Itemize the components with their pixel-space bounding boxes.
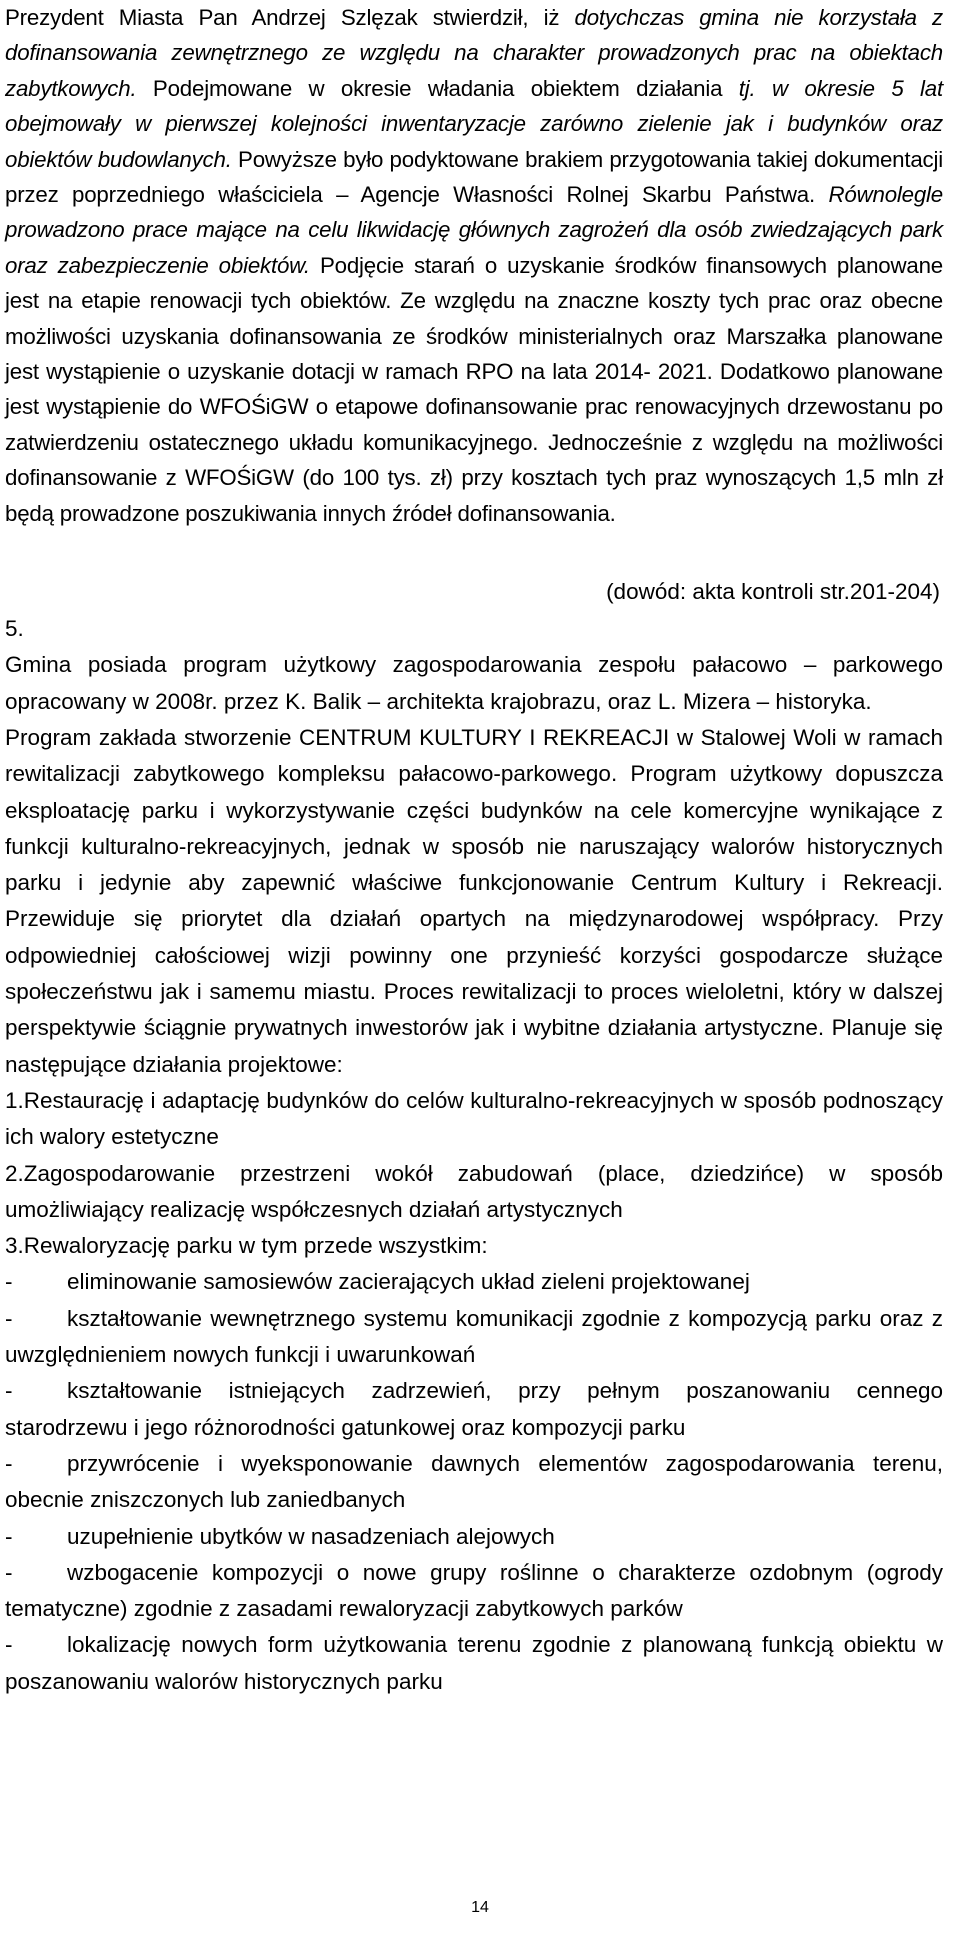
intro-sentence-6: Równolegle prowadzono prace mające na celu likwidację głównych zagrożeń dla osób zwiedzających park oraz zabezpieczenie obiektów. (5, 182, 943, 278)
sub-action-item (5, 1301, 943, 1374)
sub-action-text: wzbogacenie kompozycji o nowe grupy roślinne o charakterze ozdobnym (ogrody tematyczne) zgodnie z zasadami rewaloryzacji zabytkowych parków (5, 1559, 943, 1622)
sub-action-text: lokalizację nowych form użytkowania terenu zgodnie z planowaną funkcją obiektu w poszanowaniu walorów historycznych parku (5, 1632, 943, 1694)
intro-sentence-8: Ze względu na znaczne koszty tych prac oraz obecne możliwości uzyskania dofinansowania ze środków ministerialnych oraz Marszałka planowane jest wystąpienie o uzyskanie dotacji w ramach RPO na lata 2014- 2021. (5, 288, 944, 385)
intro-sentence-4: tj. w okresie 5 lat obejmowały w pierwszej kolejności inwentaryzacje zarówno zielenie jak i budynków oraz obiektów budowlanych. (5, 75, 943, 172)
intro-sentence-7: Podjęcie starań o uzyskanie środków finansowych planowane jest na etapie renowacji tych obiektów. (5, 252, 943, 314)
sub-action-item (5, 1555, 943, 1628)
sub-action-text: uzupełnienie ubytków w nasadzeniach alejowych (67, 1523, 555, 1549)
intro-sentence-2: dotychczas gmina nie korzystała z dofinansowania zewnętrznego ze względu na charakter prowadzonych prac na obiektach zabytkowych. (5, 5, 944, 101)
sub-action-text: kształtowanie wewnętrznego systemu komunikacji zgodnie z kompozycją parku oraz z uwzględnieniem nowych funkcji i uwarunkowań (5, 1305, 943, 1368)
sub-action-text: eliminowanie samosiewów zacierających układ zieleni projektowanej (67, 1269, 750, 1295)
sub-action-text: kształtowanie istniejących zadrzewień, przy pełnym poszanowaniu cennego starodrzewu i jego różnorodności gatunkowej oraz kompozycji parku (5, 1378, 943, 1440)
action-item: 1.Restaurację i adaptację budynków do celów kulturalno-rekreacyjnych w sposób podnoszący ich walory estetyczne (5, 1087, 943, 1150)
intro-paragraph (5, 0, 943, 531)
intro-sentence-1: Prezydent Miasta Pan Andrzej Szlęzak stwierdził, iż (5, 5, 575, 30)
intro-sentence-10: Jednocześnie z względu na możliwości dofinansowanie z WFOŚiGW (do 100 tys. zł) przy kosztach tych praz wynoszących 1,5 mln zł będą prowadzone poszukiwania innych źródeł dofinansowania. (5, 429, 943, 526)
intro-sentence-5: Powyższe było podyktowane brakiem przygotowania takiej dokumentacji przez poprzedniego właściciela – Agencje Własności Rolnej Skarbu Państwa. (5, 146, 943, 208)
section-number: 5. (5, 616, 24, 642)
page-number: 14 (471, 1899, 489, 1916)
dash-marker: - (5, 1269, 13, 1295)
page-content (5, 0, 943, 1700)
action-item: 3.Rewaloryzację parku w tym przede wszystkim: (5, 1233, 488, 1259)
dash-marker: - (5, 1378, 13, 1404)
sub-action-text: przywrócenie i wyeksponowanie dawnych elementów zagospodarowania terenu, obecnie zniszczonych lub zaniedbanych (5, 1450, 943, 1513)
sub-action-item (5, 1446, 943, 1519)
section-paragraph: Gmina posiada program użytkowy zagospodarowania zespołu pałacowo – parkowego opracowany w 2008r. przez K. Balik – architekta krajobrazu, oraz L. Mizera – historyka. (5, 652, 943, 714)
sub-action-item (5, 1627, 943, 1700)
intro-sentence-9: Dodatkowo planowane jest wystąpienie do WFOŚiGW o etapowe dofinansowanie prac renowacyjnych drzewostanu po zatwierdzeniu ostatecznego układu komunikacyjnego. (5, 359, 943, 455)
action-item: 2.Zagospodarowanie przestrzeni wokół zabudowań (place, dziedzińce) w sposób umożliwiający realizację współczesnych działań artystycznych (5, 1160, 943, 1222)
sub-action-item (5, 1519, 943, 1555)
dash-marker: - (5, 1450, 13, 1476)
dash-marker: - (5, 1559, 13, 1585)
section-paragraph: Program zakłada stworzenie CENTRUM KULTURY I REKREACJI w Stalowej Woli w ramach rewitalizacji zabytkowego kompleksu pałacowo-parkowego. Program użytkowy dopuszcza eksploatację parku i wykorzystywanie części budynków na cele komercyjne wynikające z funkcji kulturalno-rekreacyjnych, jednak w sposób nie naruszający walorów historycznych parku i jedynie aby zapewnić właściwe funkcjonowanie Centrum Kultury i Rekreacji. Przewiduje się priorytet dla działań opartych na międzynarodowej współpracy. Przy odpowiedniej całościowej wizji powinny one przynieść korzyści gospodarcze służące społeczeństwu jak i samemu miastu. Proces rewitalizacji to proces wieloletni, który w dalszej perspektywie ściągnie prywatnych inwestorów jak i wybitne działania artystyczne. Planuje się następujące działania projektowe: (5, 724, 943, 1077)
evidence-reference: (dowód: akta kontroli str.201-204) (606, 579, 940, 605)
sub-action-item (5, 1373, 943, 1446)
sub-action-item (5, 1264, 943, 1300)
intro-sentence-3: Podejmowane w okresie władania obiektem działania (136, 75, 739, 101)
dash-marker: - (5, 1523, 13, 1549)
dash-marker: - (5, 1632, 13, 1658)
dash-marker: - (5, 1305, 13, 1331)
